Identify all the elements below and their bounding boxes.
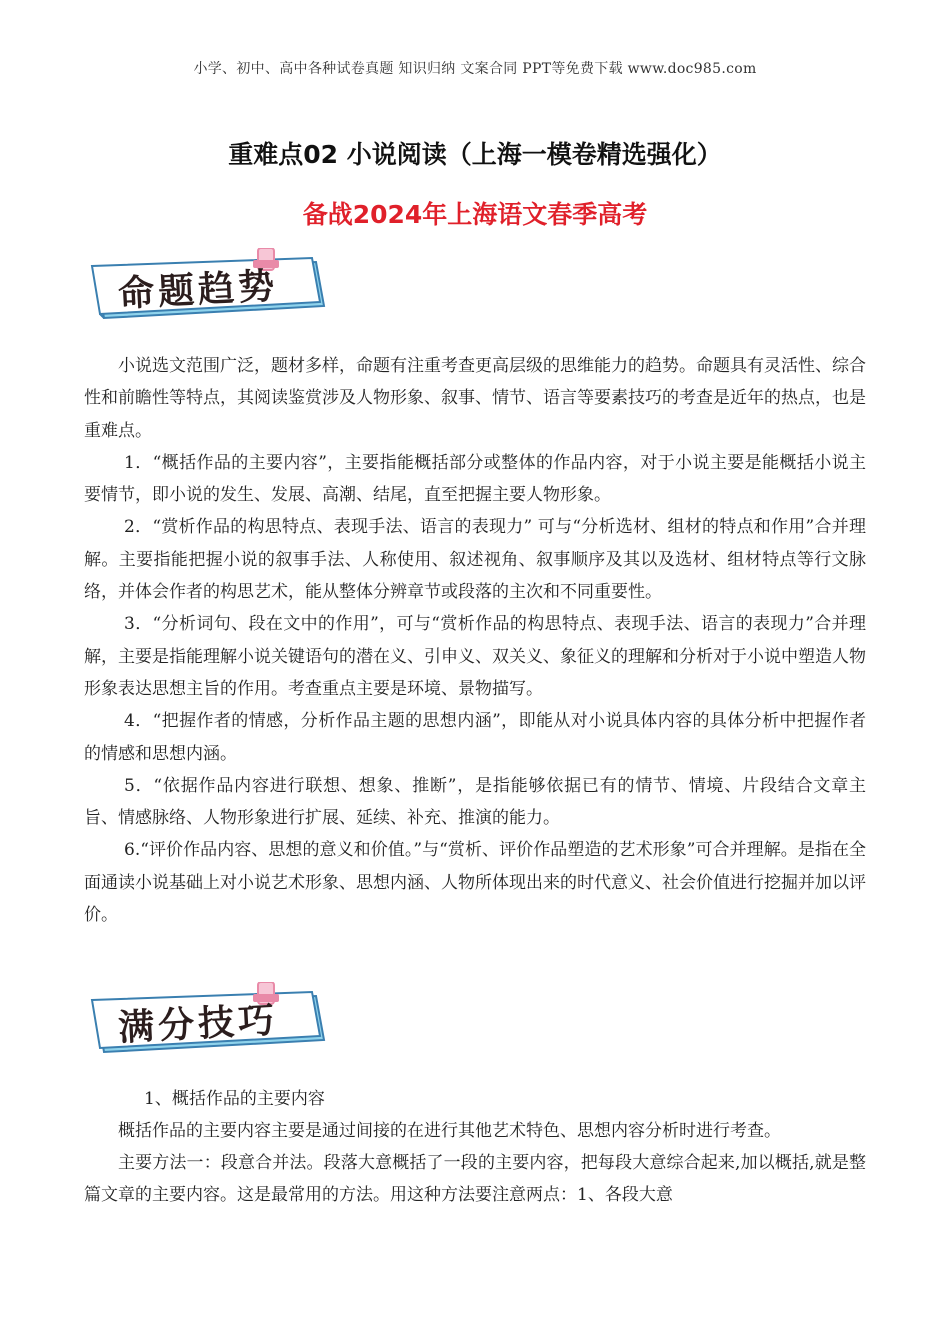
- banner-label: 满分技巧: [117, 998, 280, 1050]
- page-title: 重难点02 小说阅读（上海一模卷精选强化）: [228, 140, 722, 169]
- trend-paragraphs: [84, 350, 866, 931]
- tips-paragraphs: [84, 1083, 866, 1211]
- paragraph: 1．“概括作品的主要内容”，主要指能概括部分或整体的作品内容，对于小说主要是能概括小说主要情节，即小说的发生、发展、高潮、结尾，直至把握主要人物形象。: [84, 452, 866, 506]
- paragraph: 3．“分析词句、段在文中的作用”，可与“赏析作品的构思特点、表现手法、语言的表现力”合并理解，主要是指能理解小说关键语句的潜在义、引申义、双关义、象征义的理解和分析对于小说中塑造人物形象表达思想主旨的作用。考查重点主要是环境、景物描写。: [84, 614, 866, 699]
- paragraph: 小说选文范围广泛，题材多样，命题有注重考查更高层级的思维能力的趋势。命题具有灵活性、综合性和前瞻性等特点，其阅读鉴赏涉及人物形象、叙事、情节、语言等要素技巧的考查是近年的热点，也是重难点。: [84, 356, 866, 441]
- page-subtitle: 备战2024年上海语文春季高考: [302, 200, 648, 229]
- paragraph: 2．“赏析作品的构思特点、表现手法、语言的表现力” 可与“分析选材、组材的特点和作用”合并理解。主要指能把握小说的叙事手法、人称使用、叙述视角、叙事顺序及其以及选材、组材特点等行文脉络，并体会作者的构思艺术，能从整体分辨章节或段落的主次和不同重要性。: [84, 517, 866, 603]
- section-banner-trend: [88, 248, 330, 328]
- section-banner-tips: [88, 982, 330, 1062]
- paragraph: 概括作品的主要内容主要是通过间接的在进行其他艺术特色、思想内容分析时进行考查。: [118, 1121, 781, 1141]
- tips-heading: 1、概括作品的主要内容: [144, 1089, 325, 1109]
- paragraph: 5．“依据作品内容进行联想、想象、推断”，是指能够依据已有的情节、情境、片段结合文章主旨、情感脉络、人物形象进行扩展、延续、补充、推演的能力。: [84, 775, 866, 829]
- paragraph: 6.“评价作品内容、思想的意义和价值。”与“赏析、评价作品塑造的艺术形象”可合并理解。是指在全面通读小说基础上对小说艺术形象、思想内涵、人物所体现出来的时代意义、社会价值进行挖掘并加以评价。: [84, 840, 866, 926]
- paragraph: 主要方法一：段意合并法。段落大意概括了一段的主要内容，把每段大意综合起来,加以概括,就是整篇文章的主要内容。这是最常用的方法。用这种方法要注意两点：1、各段大意: [84, 1153, 866, 1205]
- site-header-line: 小学、初中、高中各种试卷真题 知识归纳 文案合同 PPT等免费下载 www.doc985.com: [193, 61, 757, 77]
- banner-label: 命题趋势: [117, 264, 280, 316]
- paragraph: 4．“把握作者的情感，分析作品主题的思想内涵”，即能从对小说具体内容的具体分析中把握作者的情感和思想内涵。: [84, 711, 866, 764]
